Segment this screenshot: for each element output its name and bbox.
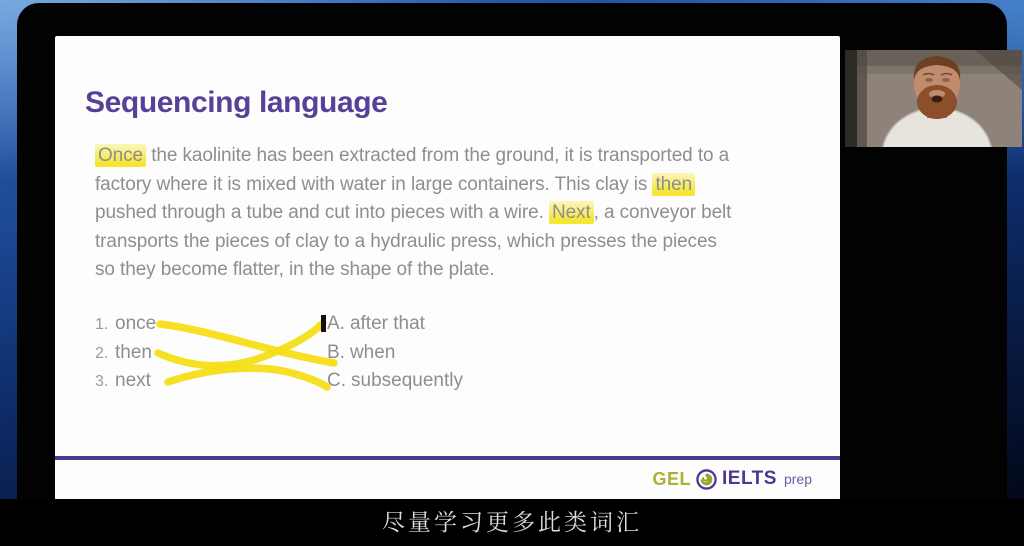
- paragraph-line: [95, 199, 825, 228]
- match-row: [95, 313, 156, 342]
- paragraph-text: transports the pieces of clay to a hydraulic press, which presses the pieces: [95, 230, 717, 252]
- match-row: [95, 342, 156, 371]
- paragraph-line: [95, 256, 825, 285]
- sequencing-word: then: [115, 341, 152, 363]
- paragraph-line: [95, 142, 825, 171]
- text-cursor: [321, 315, 326, 332]
- option-word: after that: [349, 313, 425, 334]
- option-letter: B.: [327, 341, 345, 363]
- item-number: 1.: [95, 316, 109, 333]
- webcam-video-frame: [845, 50, 1022, 147]
- highlighted-word: Next: [549, 201, 594, 224]
- match-left-column: [95, 313, 156, 399]
- slide-footer-divider: [55, 456, 840, 460]
- logo-prep-text: prep: [783, 471, 812, 487]
- item-number: 3.: [95, 373, 109, 390]
- paragraph: [95, 142, 825, 285]
- subtitle-text: 尽量学习更多此类词汇: [382, 510, 642, 536]
- logo-gel-text: GEL: [652, 468, 692, 489]
- screen-share-frame: [17, 3, 1007, 523]
- highlighted-word: then: [652, 173, 695, 196]
- presenter-person: [845, 50, 1022, 147]
- match-right-column: [327, 313, 463, 399]
- option-letter: C.: [327, 370, 346, 391]
- option-letter: A.: [327, 313, 345, 334]
- paragraph-line: [95, 228, 825, 257]
- pen-line-then-to-A: [158, 323, 323, 366]
- item-number: 2.: [95, 344, 109, 362]
- paragraph-text: so they become flatter, in the shape of the plate.: [95, 259, 495, 281]
- paragraph-line: [95, 171, 825, 200]
- logo-ielts-text: IELTS: [722, 468, 777, 489]
- option-word: subsequently: [351, 370, 463, 391]
- option-word: when: [349, 341, 396, 363]
- match-row: [95, 370, 156, 399]
- match-row: [327, 313, 463, 342]
- highlighted-word: Once: [95, 144, 146, 167]
- spiral-icon: [696, 469, 717, 490]
- sequencing-word: next: [115, 370, 151, 391]
- slide-title: Sequencing language: [85, 86, 388, 119]
- paragraph-text: factory where it is mixed with water in large containers. This clay is: [95, 173, 653, 195]
- sequencing-word: once: [115, 313, 157, 334]
- gel-ielts-prep-logo: [653, 468, 812, 490]
- match-row: [327, 370, 463, 399]
- paragraph-text: , a conveyor belt: [593, 202, 732, 224]
- pen-line-next-to-C: [168, 368, 327, 387]
- paragraph-text: the kaolinite has been extracted from the ground, it is transported to a: [146, 145, 730, 166]
- presentation-slide: [55, 36, 840, 500]
- match-row: [327, 342, 463, 371]
- paragraph-text: pushed through a tube and cut into pieces with a wire.: [95, 202, 549, 224]
- pen-line-once-to-B: [160, 324, 334, 363]
